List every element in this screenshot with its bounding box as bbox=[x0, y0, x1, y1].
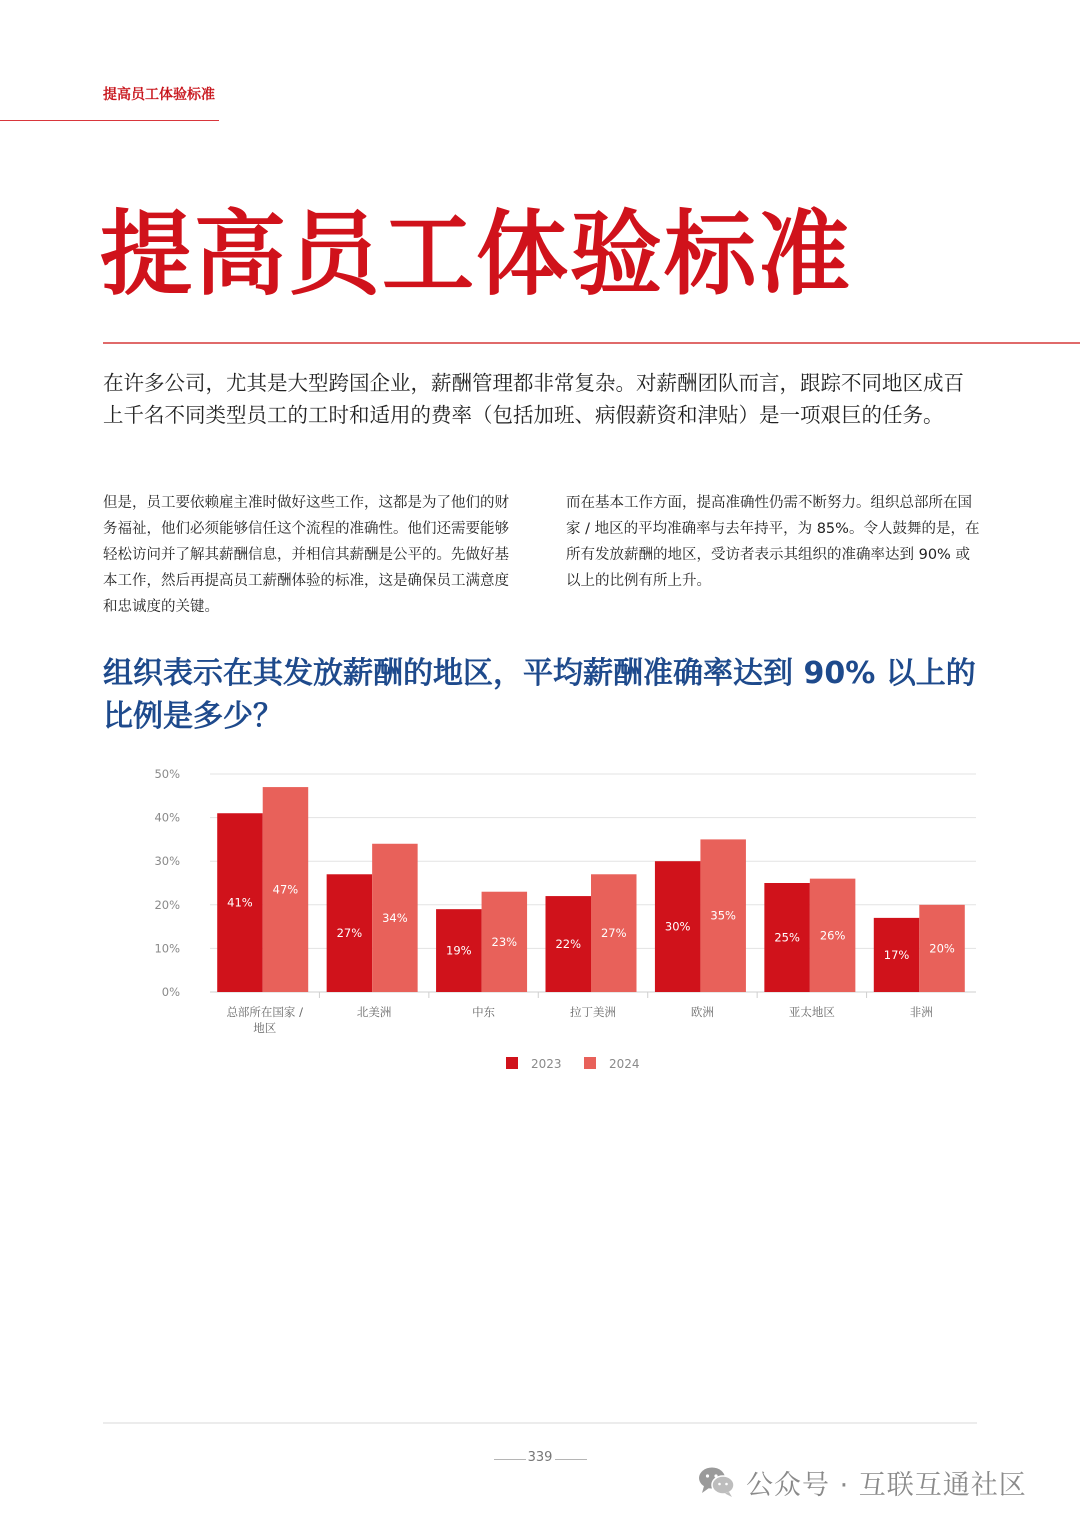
x-category-label: 欧洲 bbox=[690, 1005, 714, 1019]
body-column-left: 但是，员工要依赖雇主准时做好这些工作，这都是为了他们的财务福祉，他们必须能够信任这个流程的准确性。他们还需要能够轻松访问并了解其薪酬信息，并相信其薪酬是公平的。先做好基本工作，然后再提高员工薪酬体验的标准，这是确保员工满意度和忠诚度的关键。 bbox=[103, 495, 509, 615]
bar-value-label: 23% bbox=[491, 934, 518, 949]
x-category-label: 拉丁美洲 bbox=[570, 1005, 616, 1019]
footer-divider bbox=[103, 1422, 977, 1424]
x-category-label: 亚太地区 bbox=[788, 1005, 835, 1019]
x-category-label: 北美洲 bbox=[356, 1005, 392, 1019]
x-category-label: 非洲 bbox=[909, 1005, 933, 1019]
bar-value-label: 26% bbox=[819, 928, 846, 943]
legend-label: 2024 bbox=[609, 1057, 640, 1071]
x-category-label: 地区 bbox=[253, 1021, 277, 1035]
legend-swatch-2024 bbox=[584, 1057, 596, 1069]
bar-value-label: 25% bbox=[774, 930, 800, 945]
x-category-label: 中东 bbox=[472, 1005, 496, 1019]
y-tick-label: 10% bbox=[154, 941, 180, 956]
page-number: 339 bbox=[527, 1450, 553, 1465]
bar-value-label: 47% bbox=[272, 882, 299, 897]
x-category-label: 总部所在国家 / bbox=[226, 1005, 303, 1019]
bar-value-label: 35% bbox=[710, 908, 736, 923]
legend-swatch-2023 bbox=[506, 1057, 518, 1069]
legend-label: 2023 bbox=[531, 1057, 562, 1071]
body-column-right: 而在基本工作方面，提高准确性仍需不断努力。组织总部所在国家 / 地区的平均准确率与去年持平，为 85%。令人鼓舞的是，在所有发放薪酬的地区，受访者表示其组织的准确率达到 90% 或以上的比例有所上升。 bbox=[566, 495, 980, 589]
bar-value-label: 34% bbox=[382, 910, 408, 925]
y-tick-label: 0% bbox=[161, 985, 180, 999]
bar-value-label: 17% bbox=[883, 947, 910, 962]
bar-value-label: 27% bbox=[336, 926, 363, 941]
title-divider bbox=[103, 342, 1080, 344]
bar-value-label: 27% bbox=[600, 926, 627, 941]
watermark bbox=[698, 1462, 1027, 1502]
running-header-title: 提高员工体验标准 bbox=[103, 87, 215, 103]
y-tick-label: 30% bbox=[154, 854, 180, 869]
header-divider bbox=[0, 120, 219, 121]
wechat-icon bbox=[698, 1466, 736, 1498]
lead-paragraph: 在许多公司，尤其是大型跨国企业，薪酬管理都非常复杂。对薪酬团队而言，跟踪不同地区成百上千名不同类型员工的工时和适用的费率（包括加班、病假薪资和津贴）是一项艰巨的任务。 bbox=[103, 371, 964, 427]
y-tick-label: 50% bbox=[154, 767, 180, 781]
page-title: 提高员工体验标准 bbox=[100, 201, 853, 308]
page-number-line-right bbox=[555, 1459, 587, 1460]
y-tick-label: 40% bbox=[154, 810, 180, 825]
bar-value-label: 41% bbox=[227, 895, 253, 910]
y-tick-label: 20% bbox=[154, 897, 180, 912]
bar-value-label: 30% bbox=[664, 919, 691, 934]
watermark-text: 公众号 · 互联互通社区 bbox=[746, 1469, 1027, 1501]
bar-chart bbox=[140, 760, 990, 1090]
bar-value-label: 22% bbox=[555, 937, 582, 952]
bar-value-label: 19% bbox=[446, 943, 472, 958]
chart-question: 组织表示在其发放薪酬的地区，平均薪酬准确率达到 90% 以上的比例是多少？ bbox=[103, 656, 976, 734]
bar-value-label: 20% bbox=[929, 941, 955, 956]
